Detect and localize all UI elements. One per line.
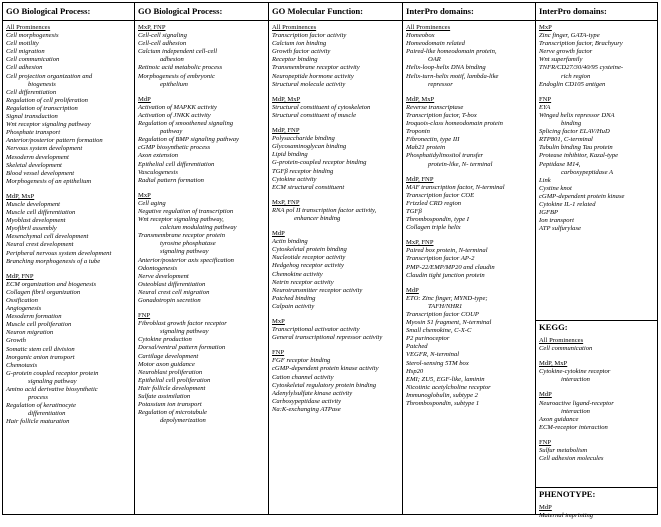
column-interpro-domains-2: [536, 3, 657, 520]
list-item: Calcium independent cell-cell adhesion: [138, 48, 218, 64]
list-item: Retinoic acid metabolic process: [138, 64, 223, 72]
list-item: Regulation of keratinocyte differentiation: [6, 402, 76, 418]
list-item: Axon extension: [138, 152, 179, 160]
list-item: PMP-22/EMP/MP20 and claudin: [406, 263, 495, 271]
list-item: Mesoderm development: [6, 153, 69, 161]
list-item: Receptor binding: [272, 56, 318, 64]
list-item: Adenylylsulfate kinase activity: [272, 389, 353, 397]
group: [272, 318, 400, 342]
list-item: ATP sulfurylase: [539, 225, 581, 233]
group: [272, 199, 400, 223]
list-item: Peripheral nervous system development: [6, 249, 112, 257]
list-item: TGFβ: [406, 207, 422, 215]
list-item: Cell aging: [138, 199, 166, 207]
list-item: Neuroactive ligand-receptor interaction: [539, 399, 614, 415]
list-item: Negative regulation of transcription: [138, 207, 234, 215]
group-title: MxP: [539, 24, 552, 31]
group: [406, 96, 533, 169]
list-item: Regulation of cell proliferation: [6, 96, 88, 104]
list-item: Phosphatidylinositol transfer protein-like, N- terminal: [406, 152, 493, 168]
list-item: Zinc finger, GATA-type: [539, 32, 600, 40]
group-title: MdP: [138, 95, 151, 103]
list-item: Peptidase M14, carboxypeptidase A: [539, 160, 614, 176]
group-title: MxP, FNP: [272, 198, 300, 206]
list-item: Sterol-sensing 5TM box: [406, 359, 469, 367]
column-header: GO Molecular Function:: [269, 3, 402, 21]
list-item: Cytoskeletal regulatory protein binding: [272, 381, 377, 389]
list-item: Nerve growth factor: [539, 48, 593, 56]
group-title: MdP, FNP: [406, 175, 434, 183]
list-item: cGMP-dependent protein kinase activity: [272, 365, 379, 373]
list-item: Somatic stem cell division: [6, 345, 75, 353]
column-go-biological-process-1: [3, 3, 135, 514]
list-item: Anterior/posterior axis specification: [138, 256, 234, 264]
group-title: MdP: [539, 391, 552, 399]
group-title: MxP, FNP: [406, 239, 434, 247]
list-item: ECM organization and biogenesis: [6, 280, 97, 288]
column-header: InterPro domains:: [536, 3, 657, 21]
group-title: MdP, FNP: [6, 272, 34, 280]
list-item: cGMP-dependent protein kinase: [539, 192, 625, 200]
list-item: Hsp20: [406, 367, 424, 375]
column-go-biological-process-2: [135, 3, 269, 514]
list-item: Transcription factor COUP: [406, 311, 479, 318]
group: [539, 439, 655, 463]
list-item: Cell motility: [6, 40, 39, 48]
list-item: Paired-like homeodomain protein, OAR: [406, 48, 497, 64]
list-item: Lipid binding: [272, 151, 308, 159]
list-item: Transcription factor AP-2: [406, 255, 475, 263]
group: [539, 24, 655, 89]
list-item: Angiogenesis: [6, 305, 42, 313]
list-item: G-protein coupled receptor protein signaling pathway: [6, 369, 99, 385]
phenotype-section: [536, 487, 657, 527]
list-item: P2 purinoceptor: [406, 335, 450, 343]
group-title: All Prominences: [406, 24, 451, 31]
list-item: Glycosaminoglycan binding: [272, 143, 347, 151]
group-title: MdP, MxP: [539, 360, 568, 368]
group: [6, 273, 132, 427]
group-title: MxP, FNP: [138, 24, 166, 31]
list-item: Anterior/posterior pattern formation: [6, 137, 103, 145]
list-item: Immunoglobulin, subtype 2: [406, 391, 478, 399]
group: [138, 192, 266, 305]
list-item: Troponin: [406, 128, 430, 136]
phenotype-body: [536, 501, 657, 520]
list-item: Wnt receptor signaling pathway, calcium modulating pathway: [138, 216, 237, 232]
list-item: Neuropeptide hormone activity: [272, 72, 354, 80]
list-item: EMI; ZU5, EGF-like, laminin: [406, 375, 485, 383]
list-item: Claudin tight junction protein: [406, 271, 485, 279]
list-item: Transcription factor COE: [406, 191, 475, 199]
list-item: Cytokine IL-1 related: [539, 200, 596, 208]
list-item: Branching morphogenesis of a tube: [6, 257, 101, 265]
list-item: Cell morphogenesis: [6, 32, 59, 40]
list-item: Cystine knot: [539, 184, 572, 192]
group: [539, 337, 655, 353]
group: [539, 391, 655, 431]
group-title: MdP, MxP: [6, 192, 35, 200]
list-item: Homeobox: [406, 32, 435, 40]
group-title: All Prominences: [272, 24, 317, 31]
list-item: Neuroblast proliferation: [138, 368, 203, 376]
group-title: MdP, FNP: [272, 127, 300, 135]
list-item: Maternal imprinting: [539, 512, 594, 520]
list-item: Cation channel activity: [272, 373, 334, 381]
group: [406, 239, 533, 279]
group: [539, 96, 655, 234]
list-item: Hair follicle maturation: [6, 418, 70, 426]
list-item: Myosin S1 fragment, N-terminal: [406, 319, 492, 327]
list-item: Skeletal development: [6, 161, 62, 169]
list-item: Helix-loop-helix DNA binding: [406, 64, 486, 72]
list-item: Axon guidance: [539, 415, 579, 423]
group: [272, 349, 400, 414]
list-item: Neural crest development: [6, 241, 74, 249]
list-item: Paired box protein, N-terminal: [406, 247, 488, 255]
list-item: Muscle cell differentiation: [6, 209, 76, 217]
list-item: Iroquois-class homeodomain protein: [406, 120, 503, 128]
group: [539, 504, 655, 520]
list-item: Nerve development: [138, 272, 189, 280]
group: [6, 193, 132, 266]
list-item: Radial pattern formation: [138, 176, 204, 184]
list-item: Wnt superfamily: [539, 56, 583, 64]
group-title: MdP, MxP: [272, 95, 301, 103]
list-item: Cytokine production: [138, 336, 192, 344]
kegg-section: [536, 320, 657, 470]
list-item: FGF receptor binding: [272, 357, 331, 365]
list-item: Growth: [6, 337, 26, 345]
list-item: Amino acid derivative biosynthetic process: [6, 386, 98, 402]
list-item: Neurotransmitter receptor activity: [272, 286, 363, 294]
list-item: Actin binding: [272, 238, 308, 246]
list-item: Cell communication: [6, 56, 60, 64]
list-item: ETO: Zinc finger, MYND-type; TAFH/NHR1: [406, 294, 488, 310]
list-item: Cell-cell signaling: [138, 32, 187, 40]
group-title: MdP: [406, 286, 419, 294]
group: [138, 312, 266, 425]
list-item: Polysaccharide binding: [272, 135, 335, 143]
list-item: Helix-turn-helix motif, lambda-like repressor: [406, 72, 499, 88]
group: [138, 24, 266, 89]
list-item: Cell adhesion: [6, 64, 43, 72]
list-item: Cell migration: [6, 48, 45, 56]
group-title: FNP: [539, 95, 552, 103]
list-item: MAF transcription factor, N-terminal: [406, 183, 505, 191]
list-item: Neural crest cell migration: [138, 288, 210, 296]
group: [539, 360, 655, 384]
list-item: VEGFR, N-terminal: [406, 351, 460, 359]
list-item: EYA: [539, 103, 551, 111]
list-item: Gonadotropin secretion: [138, 297, 201, 304]
column-go-molecular-function: [269, 3, 403, 514]
list-item: ECM-receptor interaction: [539, 423, 608, 431]
list-item: Hedgehog receptor activity: [272, 262, 344, 270]
list-item: Muscle cell proliferation: [6, 321, 72, 329]
column-body: [269, 21, 402, 414]
list-item: Epithelial cell proliferation: [138, 376, 211, 384]
list-item: Odontogenesis: [138, 264, 178, 272]
list-item: Vasculogenesis: [138, 168, 178, 176]
list-item: Growth factor activity: [272, 48, 331, 56]
group: [272, 96, 400, 120]
list-item: RNA pol II transcription factor activity, enhancer binding: [272, 206, 377, 222]
list-item: Cartilage development: [138, 352, 199, 360]
column-body: [403, 21, 535, 408]
list-item: Cytokine-cytokine receptor interaction: [539, 368, 611, 384]
group-title: MdP, MxP: [406, 95, 435, 103]
list-item: Dorsal/ventral pattern formation: [138, 344, 226, 352]
group-title: All Prominences: [539, 337, 584, 344]
list-item: Structural molecule activity: [272, 80, 346, 88]
list-item: Winged helix repressor DNA binding: [539, 111, 615, 128]
list-item: Ossification: [6, 297, 38, 304]
column-header: InterPro domains:: [403, 3, 535, 21]
list-item: Activation of JNKK activity: [138, 111, 211, 119]
group-title: FNP: [539, 438, 552, 446]
group: [272, 230, 400, 311]
list-item: Patched binding: [272, 294, 316, 302]
list-item: Nucleotide receptor activity: [272, 254, 346, 262]
list-item: Cytoskeletal protein binding: [272, 246, 347, 254]
kegg-body: [536, 334, 657, 463]
list-item: Activation of MAPKK activity: [138, 103, 217, 111]
list-item: Netrin receptor activity: [272, 278, 334, 286]
list-item: Inorganic anion transport: [6, 353, 75, 361]
list-item: Na:K-exchanging ATPase: [272, 405, 341, 413]
list-item: cGMP biosynthetic process: [138, 144, 211, 152]
group-title: MdP: [272, 230, 285, 238]
list-item: Cell projection organization and biogenesis: [6, 72, 93, 88]
column-interpro-domains-1: [403, 3, 536, 514]
list-item: Osteoblast differentiation: [138, 280, 206, 288]
group-title: All Prominences: [6, 24, 51, 31]
list-item: Myoblast development: [6, 217, 66, 225]
list-item: Transcriptional activator activity: [272, 326, 360, 334]
list-item: Sulfur metabolism: [539, 447, 588, 455]
list-item: Cytokine activity: [272, 175, 317, 183]
list-item: Motor axon guidance: [138, 360, 195, 368]
list-item: Thrombospondin, subtype 1: [406, 400, 480, 408]
list-item: Transcription factor, T-box: [406, 111, 477, 119]
list-item: TNFR/CD27/30/40/95 cysteine- rich region: [539, 64, 624, 80]
phenotype-header: PHENOTYPE:: [539, 489, 596, 499]
list-item: Regulation of microtubule depolymerization: [138, 409, 207, 425]
list-item: Signal transduction: [6, 113, 58, 121]
list-item: Patched: [406, 343, 428, 351]
group-title: MxP: [138, 191, 151, 199]
list-item: IGFBP: [539, 209, 559, 217]
list-item: RTP801, C-terminal: [539, 136, 593, 144]
group: [272, 24, 400, 89]
list-item: Chemokine activity: [272, 270, 323, 278]
list-item: Cell-cell adhesion: [138, 40, 187, 48]
group: [138, 96, 266, 185]
list-item: Thrombospondin, type I: [406, 216, 469, 224]
group-title: MxP: [272, 318, 285, 325]
group: [406, 24, 533, 89]
list-item: Cell adhesion molecules: [539, 455, 604, 463]
list-item: Regulation of smoothened signaling pathway: [138, 120, 234, 136]
list-item: Hair follicle development: [138, 384, 206, 392]
list-item: Frizzled CRD region: [406, 199, 462, 207]
list-item: Potassium ion transport: [138, 401, 202, 409]
list-item: G-protein-coupled receptor binding: [272, 159, 367, 167]
list-item: Nicotinic acetylcholine receptor: [406, 383, 491, 391]
list-item: Chemotaxis: [6, 361, 38, 369]
list-item: Calcium ion binding: [272, 40, 327, 48]
list-item: Fibronectin, type III: [406, 136, 460, 144]
list-item: Mab21 protein: [406, 144, 446, 152]
list-item: Tubulin binding Tau protein: [539, 144, 613, 152]
list-item: Transcription factor, Brachyury: [539, 40, 623, 48]
list-item: Transmembrane receptor activity: [272, 64, 360, 72]
group: [406, 176, 533, 233]
list-item: ECM structural constituent: [272, 183, 345, 191]
list-item: Ion transport: [539, 217, 574, 225]
list-item: Carboxypeptidase activity: [272, 397, 342, 405]
list-item: Epithelial cell differentiation: [138, 160, 215, 168]
column-header: GO Biological Process:: [3, 3, 134, 21]
group: [272, 127, 400, 192]
list-item: Transcription factor activity: [272, 32, 347, 40]
list-item: Collagen fibril organization: [6, 288, 81, 296]
list-item: Morphogenesis of an epithelium: [6, 177, 92, 185]
list-item: Splicing factor ELAV/HuD: [539, 128, 610, 136]
column-body: [536, 21, 657, 233]
group-title: FNP: [272, 349, 285, 357]
list-item: Morphogenesis of embryonic epithelium: [138, 72, 215, 88]
list-item: Endoglin CD105 antigen: [539, 80, 606, 88]
list-item: Cell communication: [539, 345, 593, 353]
list-item: Sulfate assimilation: [138, 393, 191, 401]
list-item: Neuron migration: [6, 329, 54, 337]
group-title: MdP: [539, 504, 552, 511]
list-item: Collagen triple helix: [406, 224, 461, 232]
group: [6, 24, 132, 186]
column-body: [3, 21, 134, 427]
list-item: Muscle development: [6, 200, 61, 208]
list-item: Mesoderm formation: [6, 313, 62, 321]
group: [406, 287, 533, 408]
list-item: Nervous system development: [6, 145, 83, 153]
list-item: Cell differentiation: [6, 88, 57, 96]
kegg-header: KEGG:: [539, 322, 568, 332]
list-item: Homeodomain related: [406, 40, 465, 48]
list-item: Protease inhibitor, Kazal-type: [539, 152, 619, 160]
list-item: Phosphate transport: [6, 129, 61, 137]
list-item: Wnt receptor signaling pathway: [6, 121, 91, 129]
list-item: Small chemokine, C-X-C: [406, 327, 472, 335]
list-item: Structural constituent of cytoskeleton: [272, 103, 371, 111]
list-item: TGFβ receptor binding: [272, 167, 334, 175]
list-item: Link: [539, 176, 551, 184]
list-item: Myofibril assembly: [6, 225, 57, 233]
list-item: Fibroblast growth factor receptor signaling pathway: [138, 320, 227, 336]
list-item: Blood vessel development: [6, 169, 75, 177]
list-item: Reverse transcriptase: [406, 103, 464, 111]
list-item: Regulation of BMP signaling pathway: [138, 136, 239, 144]
column-body: [135, 21, 268, 425]
list-item: Mesenchymal cell development: [6, 233, 89, 241]
list-item: Regulation of transcription: [6, 104, 78, 112]
group-title: FNP: [138, 312, 151, 320]
annotation-table: [2, 2, 658, 520]
column-header: GO Biological Process:: [135, 3, 268, 21]
list-item: Structural constituent of muscle: [272, 111, 357, 119]
list-item: Calpain activity: [272, 302, 315, 310]
list-item: General transcriptional repressor activity: [272, 334, 383, 342]
list-item: Transmembrane receptor protein tyrosine phosphatase signaling pathway: [138, 232, 226, 256]
